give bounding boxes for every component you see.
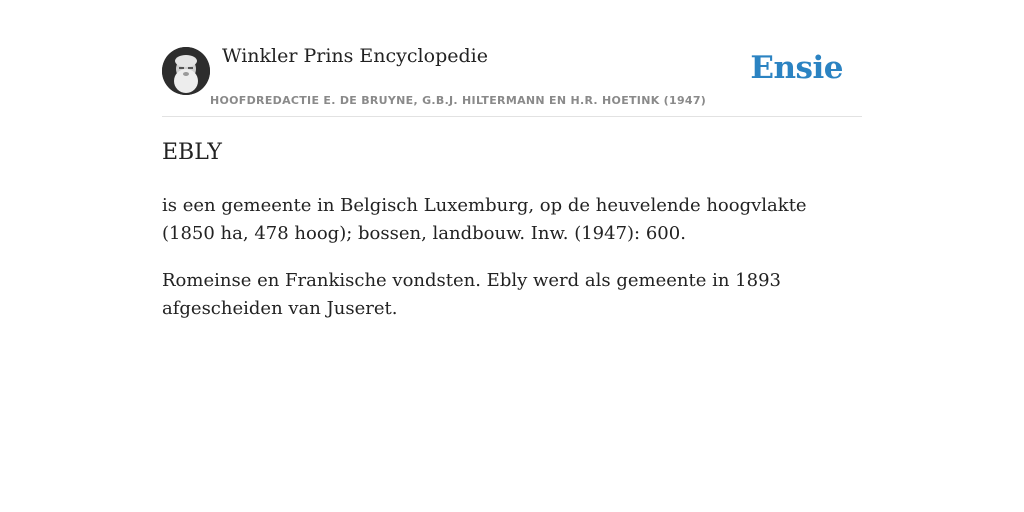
article-paragraph: Romeinse en Frankische vondsten. Ebly werd als gemeente in 1893 afgescheiden van Juseret. [162,270,781,319]
author-avatar[interactable] [162,47,210,95]
article-title: EBLY [162,140,222,165]
editors-line: HOOFDREDACTIE E. DE BRUYNE, G.B.J. HILTERMANN EN H.R. HOETINK (1947) [210,94,707,107]
article-body [162,192,862,342]
page-container [162,0,862,319]
article-paragraph: is een gemeente in Belgisch Luxemburg, op de heuvelende hoogvlakte (1850 ha, 478 hoog); bossen, landbouw. Inw. (1947): 600. [162,195,807,244]
portrait-image [162,47,210,95]
page-header [162,0,862,117]
ensie-logo-link[interactable]: Ensie [750,50,843,86]
publication-title[interactable]: Winkler Prins Encyclopedie [222,45,488,67]
